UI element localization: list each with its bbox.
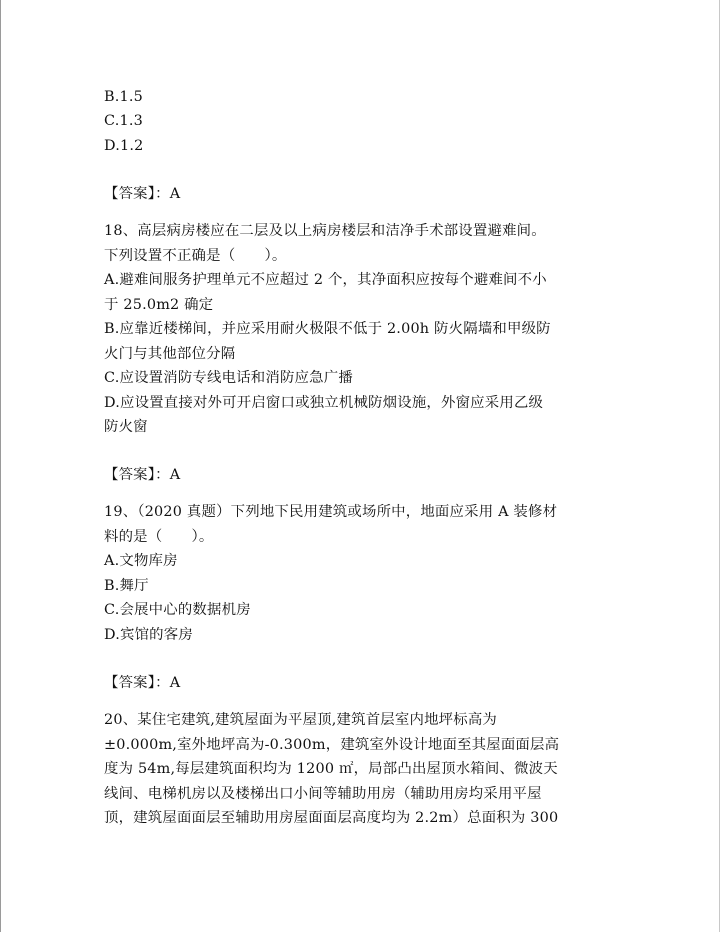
- question-stem: 18、高层病房楼应在二层及以上病房楼层和洁净手术部设置避难间。: [104, 223, 546, 239]
- option-b: B.1.5: [104, 89, 144, 105]
- answer-label: 【答案】：: [104, 467, 170, 483]
- option-d: D.宾馆的客房: [104, 627, 193, 643]
- option-b: B.舞厅: [104, 578, 149, 594]
- option-a: A.避难间服务护理单元不应超过 2 个，其净面积应按每个避难间不小: [104, 272, 547, 288]
- page-left-edge: [0, 0, 1, 932]
- option-d: D.1.2: [104, 138, 144, 154]
- answer-line: [104, 674, 180, 692]
- option-b-cont: 火门与其他部位分隔: [104, 346, 236, 362]
- option-a: A.文物库房: [104, 553, 178, 569]
- question-stem: 料的是（ ）。: [104, 529, 214, 545]
- question-stem: 20、某住宅建筑,建筑屋面为平屋顶,建筑首层室内地坪标高为: [104, 712, 498, 728]
- option-d-cont: 防火窗: [104, 419, 148, 435]
- option-c: C.1.3: [104, 113, 143, 129]
- answer-value: A: [169, 467, 181, 483]
- question-stem: 顶，建筑屋面面层至辅助用房屋面面层高度均为 2.2m）总面积为 300: [104, 810, 559, 826]
- answer-line: [104, 466, 180, 484]
- question-stem: 下列设置不正确是（ ）。: [104, 248, 287, 264]
- answer-label: 【答案】：: [104, 675, 170, 691]
- option-c: C.应设置消防专线电话和消防应急广播: [104, 370, 353, 386]
- answer-value: A: [169, 675, 181, 691]
- answer-line: [104, 185, 180, 203]
- option-d: D.应设置直接对外可开启窗口或独立机械防烟设施，外窗应采用乙级: [104, 395, 544, 411]
- option-a-cont: 于 25.0m2 确定: [104, 297, 214, 313]
- answer-value: A: [169, 186, 181, 202]
- option-b: B.应靠近楼梯间，并应采用耐火极限不低于 2.00h 防火隔墙和甲级防: [104, 321, 551, 337]
- question-stem: 度为 54m,每层建筑面积均为 1200 ㎡，局部凸出屋顶水箱间、微波天: [104, 761, 558, 777]
- question-stem: 线间、电梯机房以及楼梯出口小间等辅助用房（辅助用房均采用平屋: [104, 786, 542, 802]
- question-stem: 19、（2020 真题）下列地下民用建筑或场所中，地面应采用 A 装修材: [104, 504, 558, 520]
- option-c: C.会展中心的数据机房: [104, 602, 251, 618]
- answer-label: 【答案】：: [104, 186, 170, 202]
- question-stem: ±0.000m,室外地坪高为-0.300m，建筑室外设计地面至其屋面面层高: [104, 737, 560, 753]
